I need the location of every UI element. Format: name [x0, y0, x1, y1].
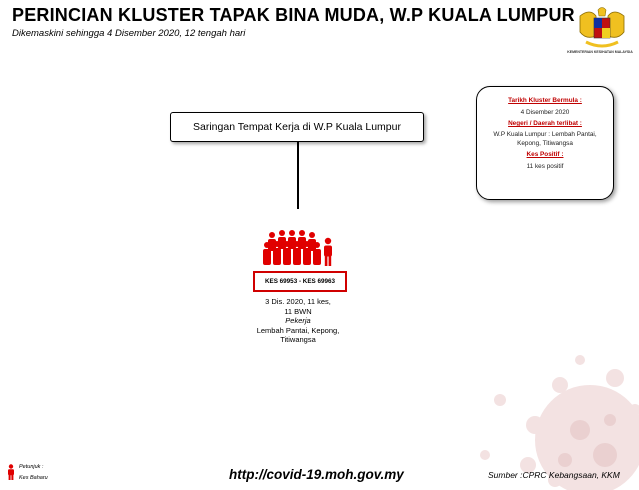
case-location-line2: Titiwangsa	[280, 335, 316, 344]
area-value-line2: Kepong, Titiwangsa	[517, 140, 573, 147]
case-range-label: KES 69953 - KES 69963	[264, 278, 335, 285]
positive-cases-value: 11 kes positif	[526, 163, 564, 170]
case-occupation: Pekerja	[285, 316, 311, 325]
page-title: PERINCIAN KLUSTER TAPAK BINA MUDA, W.P KUALA LUMPUR	[12, 5, 575, 25]
legend-new-case: Kes Baharu	[19, 475, 48, 481]
case-detail-line1: 3 Dis. 2020, 11 kes,	[265, 297, 331, 306]
case-detail-line2: 11 BWN	[284, 306, 312, 316]
new-case-person-icon	[6, 464, 16, 480]
start-date-value: 4 Disember 2020	[520, 109, 570, 116]
virus-watermark-icon	[440, 330, 639, 490]
connector-line	[297, 142, 299, 209]
workplace-screening-label: Saringan Tempat Kerja di W.P Kuala Lumpur	[193, 121, 401, 133]
page-subtitle: Dikemaskini sehingga 4 Disember 2020, 12 tengah hari	[12, 28, 246, 39]
workplace-screening-box	[170, 112, 424, 142]
positive-cases-label: Kes Positif :	[526, 151, 564, 158]
source-credit: Sumber :CPRC Kebangsaan, KKM	[488, 470, 620, 480]
legend	[19, 462, 48, 484]
cluster-info-box	[476, 86, 614, 200]
area-label: Negeri / Daerah terlibat :	[508, 120, 582, 127]
case-location-line1: Lembah Pantai, Kepong,	[256, 325, 340, 335]
website-link[interactable]: http://covid-19.moh.gov.my	[229, 467, 404, 482]
case-range-box	[253, 271, 347, 292]
start-date-label: Tarikh Kluster Bermula :	[508, 97, 582, 104]
legend-title: Petunjuk :	[19, 464, 44, 470]
area-value-line1: W.P Kuala Lumpur : Lembah Pantai,	[493, 131, 597, 138]
case-description	[233, 297, 363, 345]
people-group-icon	[262, 229, 334, 267]
emblem-caption: KEMENTERIAN KESIHATAN MALAYSIA	[567, 50, 633, 54]
